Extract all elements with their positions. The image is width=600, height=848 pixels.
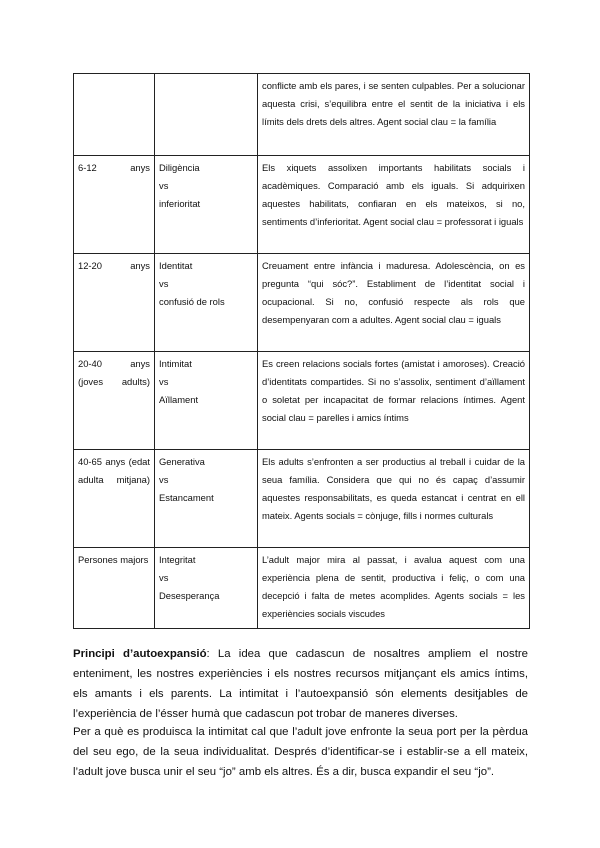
description-cell: Els adults s’enfronten a ser productius al treball i cuidar de la seua família. Considera que qui no és capaç d’assumir aquestes responsabilitats, es queda estancat i centrat en ell mateix. Agents socials = cònjuge, fills i normes culturals (258, 450, 530, 548)
table-row (74, 254, 530, 352)
stage-a: Identitat (159, 260, 193, 271)
stage-b: inferioritat (159, 198, 201, 209)
table-row (74, 74, 530, 156)
stage-cell (155, 156, 258, 254)
stage-a: Generativa (159, 456, 205, 467)
stage-a: Intimitat (159, 358, 192, 369)
table-row (74, 450, 530, 548)
stage-vs: vs (159, 376, 169, 387)
intimacy-paragraph: Per a què es produisca la intimitat cal que l’adult jove enfronte la seua port per la pèrdua del seu ego, de la seua individualitat. Després d’identificar-se i establir-se a ell mateix, l’adult jove busca unir el seu “jo” amb els altres. És a dir, busca expandir el seu “jo”. (73, 726, 528, 778)
stage-vs: vs (159, 278, 169, 289)
table-row (74, 352, 530, 450)
stage-cell (155, 352, 258, 450)
stage-cell (155, 548, 258, 629)
age-cell: 40-65 anys (edat adulta mitjana) (74, 450, 155, 548)
description-cell: Es creen relacions socials fortes (amistat i amoroses). Creació d’identitats compartides. Si no s’assolix, sentiment d’aïllament o soletat per incapacitat de formar relacions íntimes. Agent social clau = parelles i amics íntims (258, 352, 530, 450)
age-cell: 6-12 anys (74, 156, 155, 254)
stage-vs: vs (159, 474, 169, 485)
psychosocial-stages-table (73, 73, 530, 629)
stage-a: Integritat (159, 554, 196, 565)
term-heading: Principi d’autoexpansió (73, 648, 207, 660)
age-cell (74, 74, 155, 156)
stage-cell (155, 254, 258, 352)
table-row (74, 156, 530, 254)
paragraph-text: : La idea que cadascun de nosaltres ampliem el nostre enteniment, les nostres experiències i els nostres recursos mitjançant els amics íntims, els amants i els parents. La intimitat i l’autoexpansió són elements desitjables de l’experiència de l’ésser humà que cadascun pot trobar de maneres diverses. (73, 648, 528, 720)
description-cell: conflicte amb els pares, i se senten culpables. Per a solucionar aquesta crisi, s’equilibra entre el sentit de la iniciativa i els límits dels drets dels altres. Agent social clau = la família (258, 74, 530, 156)
age-cell: 20-40 anys (joves adults) (74, 352, 155, 450)
stage-vs: vs (159, 572, 169, 583)
stage-b: Desesperança (159, 590, 220, 601)
stage-a: Diligència (159, 162, 200, 173)
table-row (74, 548, 530, 629)
stage-b: Estancament (159, 492, 214, 503)
description-cell: Els xiquets assolixen importants habilitats socials i acadèmiques. Comparació amb els iguals. Si adquirixen aquestes habilitats, confiaran en els mateixos, si no, sentiments d’inferioritat. Agent social clau = professorat i iguals (258, 156, 530, 254)
stage-cell (155, 450, 258, 548)
age-cell: 12-20 anys (74, 254, 155, 352)
description-cell: Creuament entre infància i maduresa. Adolescència, on es pregunta “qui sóc?”. Establiment de l’identitat social i ocupacional. Si no, confusió respecte als rols que desempenyaran com a adultes. Agent social clau = iguals (258, 254, 530, 352)
stage-vs: vs (159, 180, 169, 191)
stage-cell (155, 74, 258, 156)
stage-b: Aïllament (159, 394, 199, 405)
age-cell: Persones majors (74, 548, 155, 629)
autoexpansion-paragraph (73, 644, 528, 724)
description-cell: L’adult major mira al passat, i avalua aquest com una experiència plena de sentit, productiva i feliç, o com una decepció i falta de metes acomplides. Agents socials = les experiències socials viscudes (258, 548, 530, 629)
stage-b: confusió de rols (159, 296, 225, 307)
